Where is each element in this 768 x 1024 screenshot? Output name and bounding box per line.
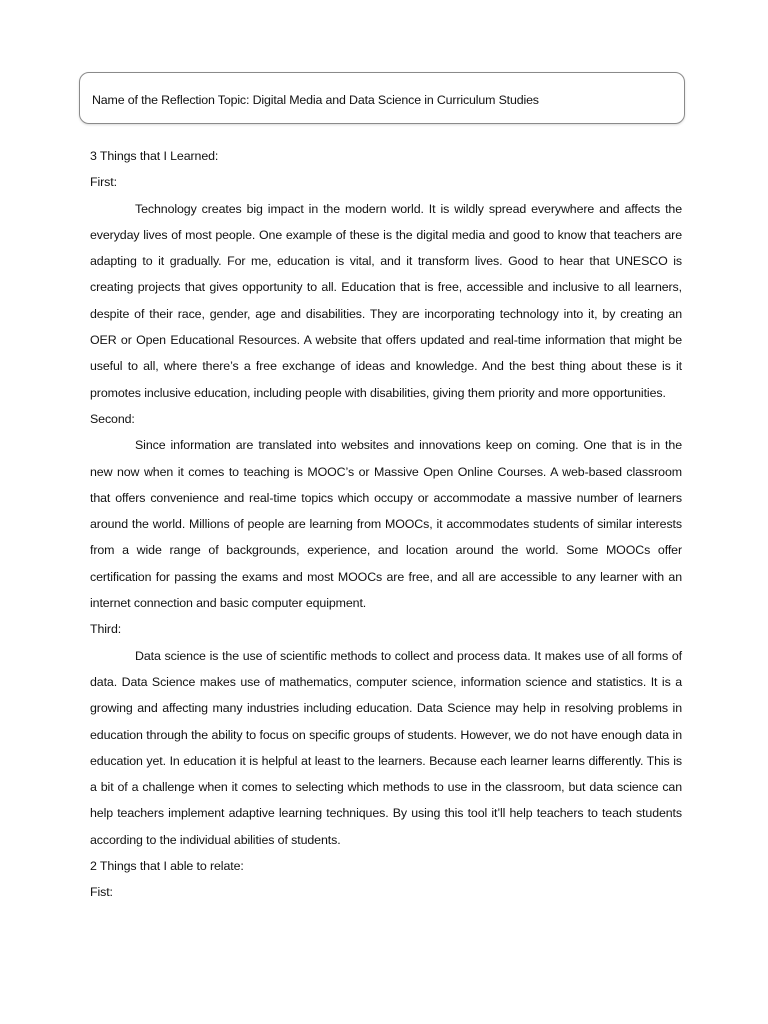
fist-label: Fist: (90, 885, 113, 900)
second-label: Second: (90, 411, 135, 426)
topic-line (92, 93, 539, 107)
first-label: First: (90, 175, 117, 190)
first-paragraph: Technology creates big impact in the modern world. It is wildly spread everywhere and affects the everyday lives of most people. One example of these is the digital media and good to know that teachers are adapting to it gradually. For me, education is vital, and it transform lives. Good to hear that UNESCO is creating projects that gives opportunity to all. Education that is free, accessible and inclusive to all learners, despite of their race, gender, age and disabilities. They are incorporating technology into it, by creating an OER or Open Educational Resources. A website that offers updated and real-time information that might be useful to all, where there’s a free exchange of ideas and knowledge. And the best thing about these is it promotes inclusive education, including people with disabilities, giving them priority and more opportunities. (90, 201, 682, 400)
topic-label: Name of the Reflection Topic: (92, 93, 253, 107)
third-paragraph: Data science is the use of scientific methods to collect and process data. It makes use of all forms of data. Data Science makes use of mathematics, computer science, information science and statistics. It is a growing and affecting many industries including education. Data Science may help in resolving problems in education through the ability to focus on specific groups of students. However, we do not have enough data in education yet. In education it is helpful at least to the learners. Because each learner learns differently. This is a bit of a challenge when it comes to selecting which methods to use in the classroom, but data science can help teachers implement adaptive learning techniques. By using this tool it’ll help teachers to teach students according to the individual abilities of students. (90, 648, 682, 847)
topic-value: Digital Media and Data Science in Curriculum Studies (252, 93, 539, 107)
topic-box (79, 72, 685, 124)
learned-heading: 3 Things that I Learned: (90, 149, 219, 163)
second-paragraph: Since information are translated into websites and innovations keep on coming. One that is in the new now when it comes to teaching is MOOC’s or Massive Open Online Courses. A web-based classroom that offers convenience and real-time topics which occupy or accommodate a massive number of learners around the world. Millions of people are learning from MOOCs, it accommodates students of similar interests from a wide range of backgrounds, experience, and location around the world. Some MOOCs offer certification for passing the exams and most MOOCs are free, and all are accessible to any learner with an internet connection and basic computer equipment. (90, 438, 682, 611)
third-label: Third: (90, 622, 122, 637)
relate-heading: 2 Things that I able to relate: (90, 859, 244, 874)
reflection-body (90, 143, 682, 906)
